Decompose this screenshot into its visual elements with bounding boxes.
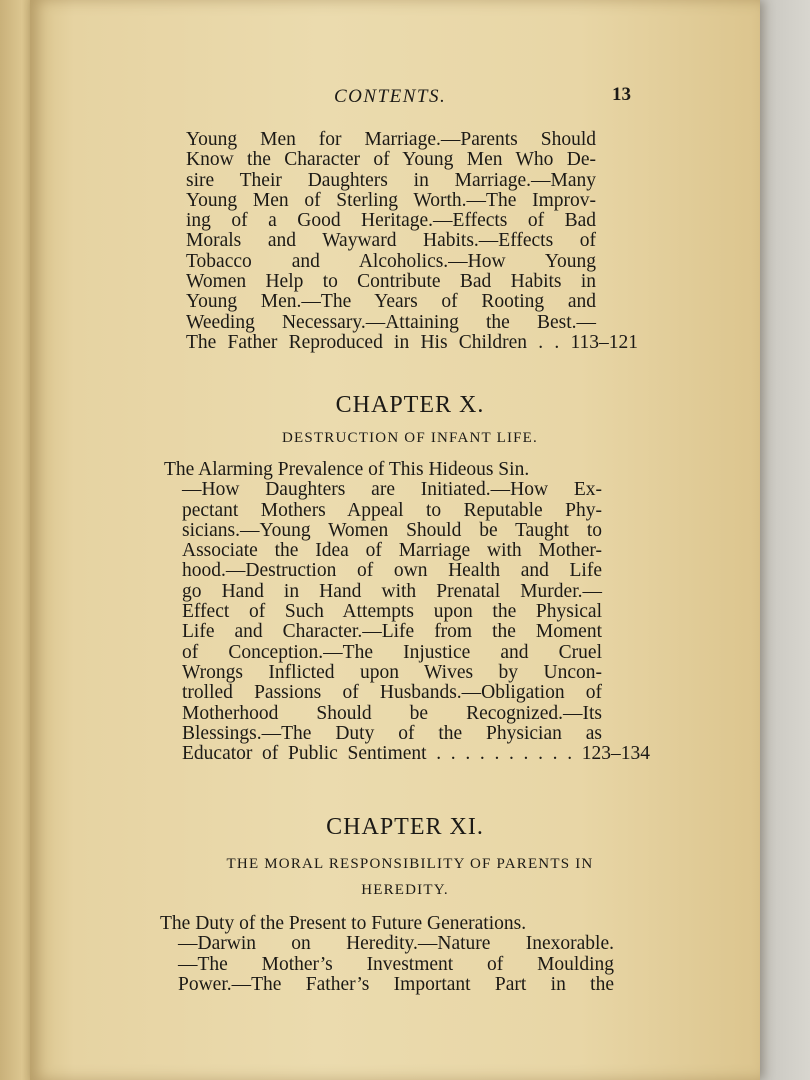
text-line: Young Men for Marriage.—Parents Should xyxy=(186,129,596,150)
text-line: Blessings.—The Duty of the Physician as xyxy=(182,722,602,744)
chapter-title: DESTRUCTION OF INFANT LIFE. xyxy=(281,430,538,446)
text-line: Educator of Public Sentiment . . . . . . . . . . 123–134 xyxy=(182,743,650,765)
chapter-heading: CHAPTER XI. xyxy=(326,814,484,840)
text-line: pectant Mothers Appeal to Reputable Phy- xyxy=(182,499,602,521)
running-head: CONTENTS. xyxy=(334,86,447,107)
text-line: Young Men.—The Years of Rooting and xyxy=(186,291,596,313)
text-line: Power.—The Father’s Important Part in the xyxy=(178,973,614,995)
chapter-title: THE MORAL RESPONSIBILITY OF PARENTS IN xyxy=(226,856,594,872)
text-line: Young Men of Sterling Worth.—The Improv- xyxy=(186,189,596,211)
text-line: —Darwin on Heredity.—Nature Inexorable. xyxy=(178,933,614,955)
text-line: hood.—Destruction of own Health and Life xyxy=(182,560,602,582)
text-line: Weeding Necessary.—Attaining the Best.— xyxy=(186,311,596,333)
text-line: trolled Passions of Husbands.—Obligation of xyxy=(182,682,602,704)
chapter-summary xyxy=(160,914,620,995)
page-number: 13 xyxy=(612,84,631,105)
text-line: Effect of Such Attempts upon the Physical xyxy=(182,601,602,623)
text-line: The Alarming Prevalence of This Hideous Sin. xyxy=(164,459,530,480)
contents-entry-continued xyxy=(186,129,638,353)
text-line: —How Daughters are Initiated.—How Ex- xyxy=(182,479,602,501)
text-line: of Conception.—The Injustice and Cruel xyxy=(182,641,602,663)
text-line: Motherhood Should be Recognized.—Its xyxy=(182,702,602,724)
chapter-title-continued: HEREDITY. xyxy=(361,882,449,898)
text-line: Wrongs Inflicted upon Wives by Uncon- xyxy=(182,661,602,683)
text-line: Tobacco and Alcoholics.—How Young xyxy=(186,250,596,272)
text-line: go Hand in Hand with Prenatal Murder.— xyxy=(182,580,602,602)
text-line: sicians.—Young Women Should be Taught to xyxy=(182,519,602,541)
text-line: Morals and Wayward Habits.—Effects of xyxy=(186,230,596,252)
text-line: sire Their Daughters in Marriage.—Many xyxy=(186,169,596,191)
text-line: Associate the Idea of Marriage with Mother- xyxy=(182,540,602,562)
text-line: ing of a Good Heritage.—Effects of Bad xyxy=(186,210,596,232)
chapter-summary xyxy=(164,459,650,765)
chapter-heading: CHAPTER X. xyxy=(335,392,485,418)
text-line: Know the Character of Young Men Who De- xyxy=(186,149,596,171)
text-line: The Father Reproduced in His Children . . 113–121 xyxy=(186,331,638,353)
text-line: —The Mother’s Investment of Moulding xyxy=(178,953,614,975)
text-line: Women Help to Contribute Bad Habits in xyxy=(186,271,596,293)
text-line: The Duty of the Present to Future Generations. xyxy=(160,913,527,934)
text-line: Life and Character.—Life from the Moment xyxy=(182,621,602,643)
